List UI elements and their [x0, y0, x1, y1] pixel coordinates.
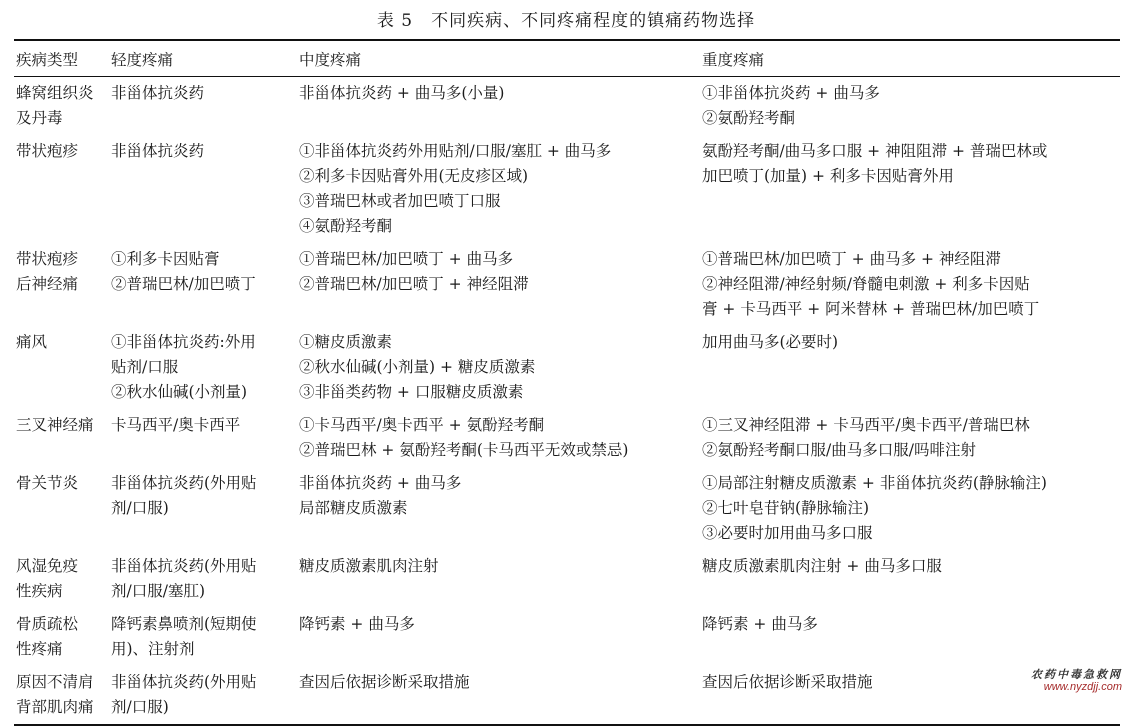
cell-line: 非甾体抗炎药(外用贴 [111, 474, 257, 492]
cell-disease [14, 666, 109, 725]
cell-line: ①局部注射糖皮质激素 + 非甾体抗炎药(静脉输注) [702, 474, 1047, 492]
cell-severe [700, 243, 1120, 326]
cell-severe [700, 467, 1120, 550]
table-title: 不同疾病、不同疼痛程度的镇痛药物选择 [431, 11, 756, 31]
table-row [14, 135, 1120, 243]
cell-line: 糖皮质激素肌肉注射 + 曲马多口服 [702, 557, 942, 575]
cell-line: 局部糖皮质激素 [299, 499, 408, 517]
table-row [14, 467, 1120, 550]
cell-disease [14, 135, 109, 243]
cell-moderate [297, 666, 700, 725]
cell-disease [14, 467, 109, 550]
cell-line: ①普瑞巴林/加巴喷丁 + 曲马多 + 神经阻滞 [702, 250, 1001, 268]
cell-moderate [297, 550, 700, 608]
cell-line: 加用曲马多(必要时) [702, 333, 839, 351]
cell-line: ③必要时加用曲马多口服 [702, 524, 873, 542]
cell-line: 及丹毒 [16, 109, 63, 127]
cell-line: 非甾体抗炎药(外用贴 [111, 673, 257, 691]
cell-mild [109, 409, 297, 467]
cell-line: 三叉神经痛 [16, 416, 94, 434]
cell-line: 非甾体抗炎药(外用贴 [111, 557, 257, 575]
cell-line: 降钙素 + 曲马多 [702, 615, 818, 633]
cell-severe [700, 550, 1120, 608]
cell-line: 氨酚羟考酮/曲马多口服 + 神阻阻滞 + 普瑞巴林或 [702, 142, 1048, 160]
cell-line: ②氨酚羟考酮口服/曲马多口服/吗啡注射 [702, 441, 976, 459]
cell-line: ①非甾体抗炎药外用贴剂/口服/塞肛 + 曲马多 [299, 142, 612, 160]
cell-mild [109, 608, 297, 666]
cell-line: ②利多卡因贴膏外用(无皮疹区域) [299, 167, 529, 185]
cell-disease [14, 77, 109, 136]
cell-line: 后神经痛 [16, 275, 79, 293]
cell-line: 查因后依据诊断采取措施 [702, 673, 873, 691]
header-mild: 轻度疼痛 [111, 50, 174, 69]
cell-line: 性疼痛 [16, 640, 63, 658]
table-row [14, 409, 1120, 467]
watermark-url: www.nyzdjj.com [1043, 681, 1122, 693]
cell-line: ①非甾体抗炎药:外用 [111, 333, 256, 351]
table-row [14, 243, 1120, 326]
cell-mild [109, 77, 297, 136]
cell-line: 降钙素鼻喷剂(短期使 [111, 615, 257, 633]
cell-disease [14, 550, 109, 608]
cell-line: 非甾体抗炎药 + 曲马多 [299, 474, 462, 492]
cell-line: 剂/口服) [111, 698, 169, 716]
cell-line: 用)、注射剂 [111, 640, 195, 658]
cell-line: 贴剂/口服 [111, 358, 179, 376]
cell-line: 蜂窝组织炎 [16, 84, 94, 102]
cell-line: 非甾体抗炎药 [111, 84, 205, 102]
cell-line: ①卡马西平/奥卡西平 + 氨酚羟考酮 [299, 416, 545, 434]
cell-line: 带状疱疹 [16, 142, 79, 160]
cell-line: ②秋水仙碱(小剂量) + 糖皮质激素 [299, 358, 536, 376]
cell-line: 原因不清肩 [16, 673, 94, 691]
cell-severe [700, 409, 1120, 467]
cell-line: ③普瑞巴林或者加巴喷丁口服 [299, 192, 501, 210]
cell-line: 卡马西平/奥卡西平 [111, 416, 241, 434]
cell-severe [700, 77, 1120, 136]
cell-line: 非甾体抗炎药 + 曲马多(小量) [299, 84, 505, 102]
cell-line: 背部肌肉痛 [16, 698, 94, 716]
cell-moderate [297, 77, 700, 136]
cell-line: 剂/口服/塞肛) [111, 582, 205, 600]
cell-line: ②秋水仙碱(小剂量) [111, 383, 248, 401]
table-row [14, 550, 1120, 608]
cell-line: 降钙素 + 曲马多 [299, 615, 415, 633]
cell-line: ④氨酚羟考酮 [299, 217, 393, 235]
cell-moderate [297, 608, 700, 666]
cell-line: ②七叶皂苷钠(静脉输注) [702, 499, 870, 517]
cell-mild [109, 467, 297, 550]
cell-line: 加巴喷丁(加量) + 利多卡因贴膏外用 [702, 167, 954, 185]
cell-line: 骨关节炎 [16, 474, 79, 492]
cell-disease [14, 243, 109, 326]
cell-line: 糖皮质激素肌肉注射 [299, 557, 439, 575]
table-header-row [14, 40, 1120, 77]
header-disease: 疾病类型 [16, 50, 79, 69]
cell-moderate [297, 467, 700, 550]
cell-disease [14, 326, 109, 409]
table-number: 表 5 [376, 11, 414, 31]
cell-line: ②普瑞巴林 + 氨酚羟考酮(卡马西平无效或禁忌) [299, 441, 629, 459]
cell-severe [700, 608, 1120, 666]
cell-line: 风湿免疫 [16, 557, 79, 575]
cell-line: 膏 + 卡马西平 + 阿米替林 + 普瑞巴林/加巴喷丁 [702, 300, 1040, 318]
cell-mild [109, 666, 297, 725]
cell-mild [109, 243, 297, 326]
header-moderate: 中度疼痛 [299, 50, 362, 69]
cell-line: ②普瑞巴林/加巴喷丁 + 神经阻滞 [299, 275, 529, 293]
cell-line: 骨质疏松 [16, 615, 79, 633]
cell-line: 剂/口服) [111, 499, 169, 517]
table-caption [0, 6, 1132, 31]
cell-line: 非甾体抗炎药 [111, 142, 205, 160]
watermark-name: 农药中毒急救网 [1031, 668, 1122, 681]
cell-disease [14, 608, 109, 666]
cell-line: ②神经阻滞/神经射频/脊髓电刺激 + 利多卡因贴 [702, 275, 1030, 293]
site-watermark [1031, 668, 1122, 694]
cell-moderate [297, 135, 700, 243]
cell-line: 查因后依据诊断采取措施 [299, 673, 470, 691]
table-row [14, 77, 1120, 136]
cell-line: 性疾病 [16, 582, 63, 600]
cell-line: ①糖皮质激素 [299, 333, 393, 351]
cell-line: 痛风 [16, 333, 48, 351]
analgesic-table [14, 39, 1120, 726]
cell-line: ①利多卡因贴膏 [111, 250, 220, 268]
cell-severe [700, 135, 1120, 243]
cell-disease [14, 409, 109, 467]
cell-line: ①非甾体抗炎药 + 曲马多 [702, 84, 880, 102]
cell-line: ①三叉神经阻滞 + 卡马西平/奥卡西平/普瑞巴林 [702, 416, 1030, 434]
cell-moderate [297, 409, 700, 467]
table-row [14, 666, 1120, 725]
cell-moderate [297, 243, 700, 326]
table-row [14, 608, 1120, 666]
header-severe: 重度疼痛 [702, 50, 765, 69]
cell-severe [700, 326, 1120, 409]
cell-line: ②氨酚羟考酮 [702, 109, 796, 127]
cell-line: ③非甾类药物 + 口服糖皮质激素 [299, 383, 524, 401]
table-row [14, 326, 1120, 409]
table-body [14, 77, 1120, 726]
cell-moderate [297, 326, 700, 409]
cell-line: ②普瑞巴林/加巴喷丁 [111, 275, 256, 293]
cell-mild [109, 550, 297, 608]
cell-line: ①普瑞巴林/加巴喷丁 + 曲马多 [299, 250, 514, 268]
cell-mild [109, 326, 297, 409]
cell-mild [109, 135, 297, 243]
cell-line: 带状疱疹 [16, 250, 79, 268]
